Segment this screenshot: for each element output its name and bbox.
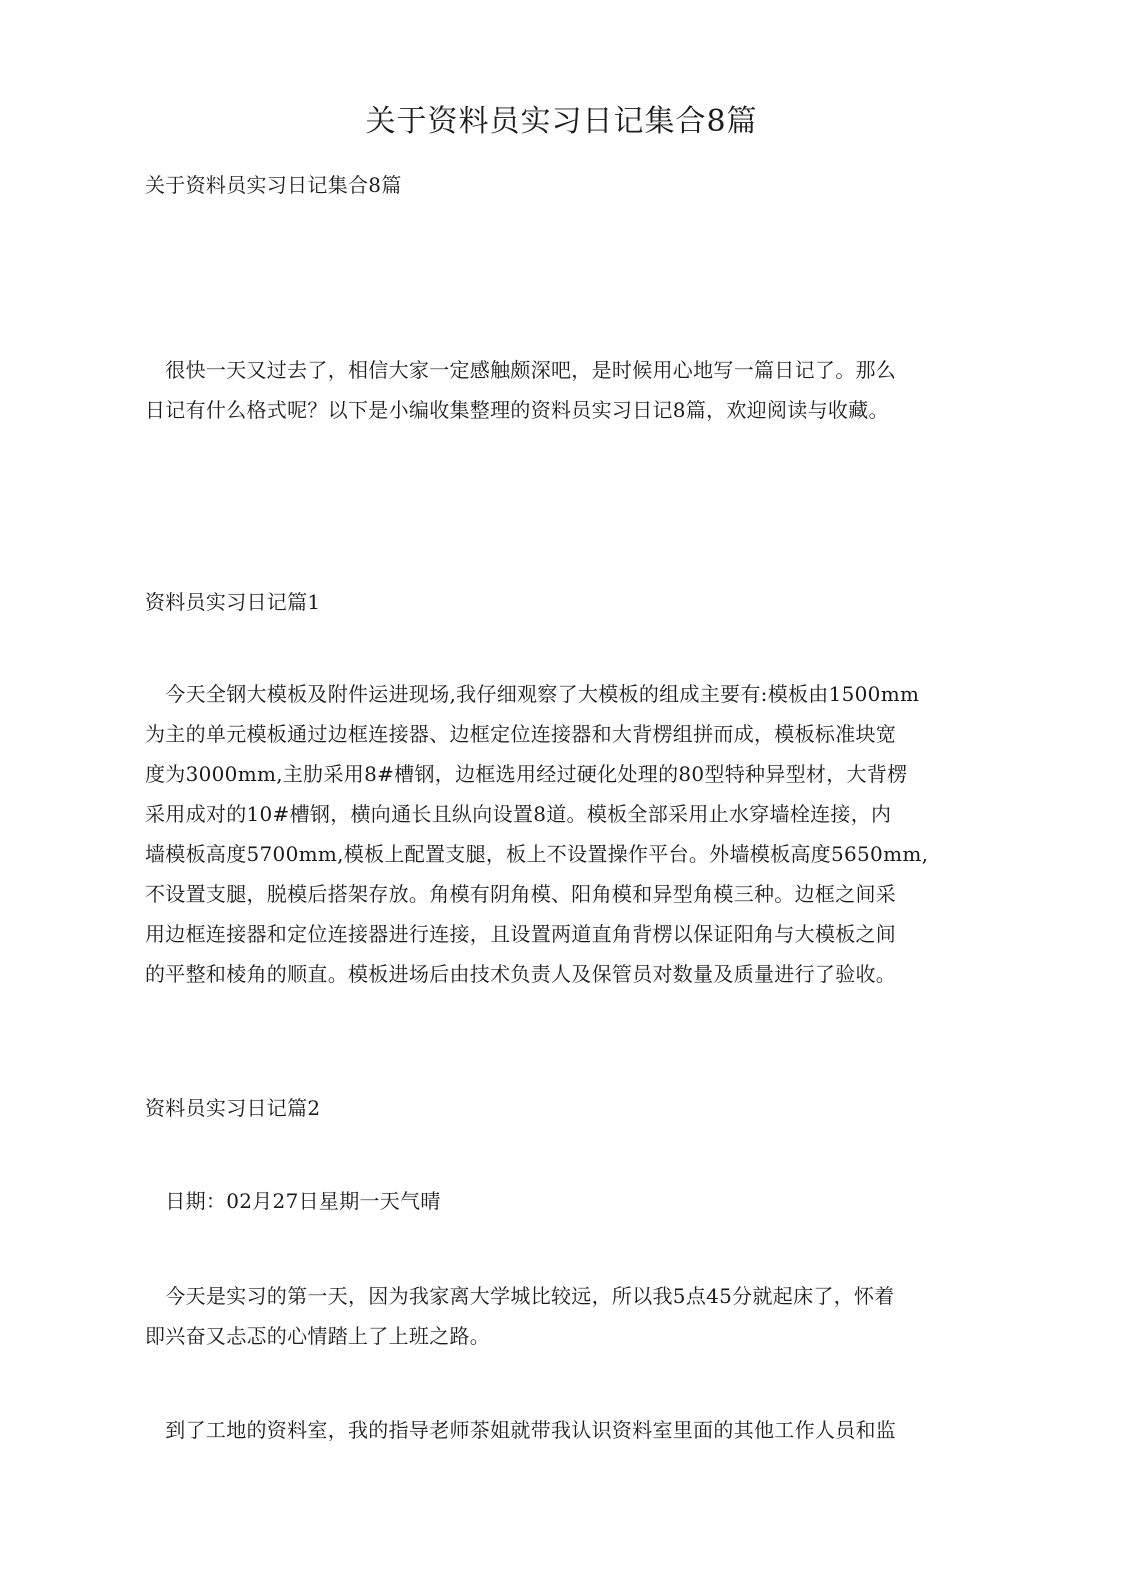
intro-line: 日记有什么格式呢？以下是小编收集整理的资料员实习日记8篇，欢迎阅读与收藏。 (145, 398, 889, 422)
section2-line: 到了工地的资料室，我的指导老师茶姐就带我认识资料室里面的其他工作人员和监 (145, 1418, 897, 1442)
section1-paragraph (145, 674, 985, 994)
section1-line: 为主的单元模板通过边框连接器、边框定位连接器和大背楞组拼而成，模板标准块宽 (145, 722, 897, 746)
section1-line: 采用成对的10#槽钢，横向通长且纵向设置8道。模板全部采用止水穿墙栓连接，内 (145, 802, 892, 826)
section1-line: 今天全钢大模板及附件运进现场,我仔细观察了大模板的组成主要有:模板由1500mm (145, 682, 920, 706)
section2-date-line: 日期：02月27日星期一天气晴 (145, 1189, 441, 1213)
document-title: 关于资料员实习日记集合8篇 (365, 104, 758, 139)
section2-line: 今天是实习的第一天，因为我家离大学城比较远，所以我5点45分就起床了，怀着 (145, 1284, 895, 1308)
section1-line: 不设置支腿，脱模后搭架存放。角模有阴角模、阳角模和异型角模三种。边框之间采 (145, 882, 897, 906)
section1-line: 的平整和棱角的顺直。模板进场后由技术负责人及保管员对数量及质量进行了验收。 (145, 962, 897, 986)
section2-paragraph-2 (145, 1410, 985, 1450)
intro-line: 很快一天又过去了，相信大家一定感触颇深吧，是时候用心地写一篇日记了。那么 (145, 358, 897, 382)
section2-paragraph-1 (145, 1276, 985, 1356)
intro-paragraph (145, 350, 985, 430)
section1-line: 度为3000mm,主肋采用8#槽钢，边框选用经过硬化处理的80型特种异型材，大背楞 (145, 762, 908, 786)
document-subtitle: 关于资料员实习日记集合8篇 (145, 173, 402, 197)
section1-line: 墙模板高度5700mm,模板上配置支腿，板上不设置操作平台。外墙模板高度5650mm, (145, 842, 929, 866)
section2-line: 即兴奋又忐忑的心情踏上了上班之路。 (145, 1324, 491, 1348)
section1-line: 用边框连接器和定位连接器进行连接，且设置两道直角背楞以保证阳角与大模板之间 (145, 922, 897, 946)
section-heading-1: 资料员实习日记篇1 (145, 590, 321, 614)
section-heading-2: 资料员实习日记篇2 (145, 1096, 321, 1120)
